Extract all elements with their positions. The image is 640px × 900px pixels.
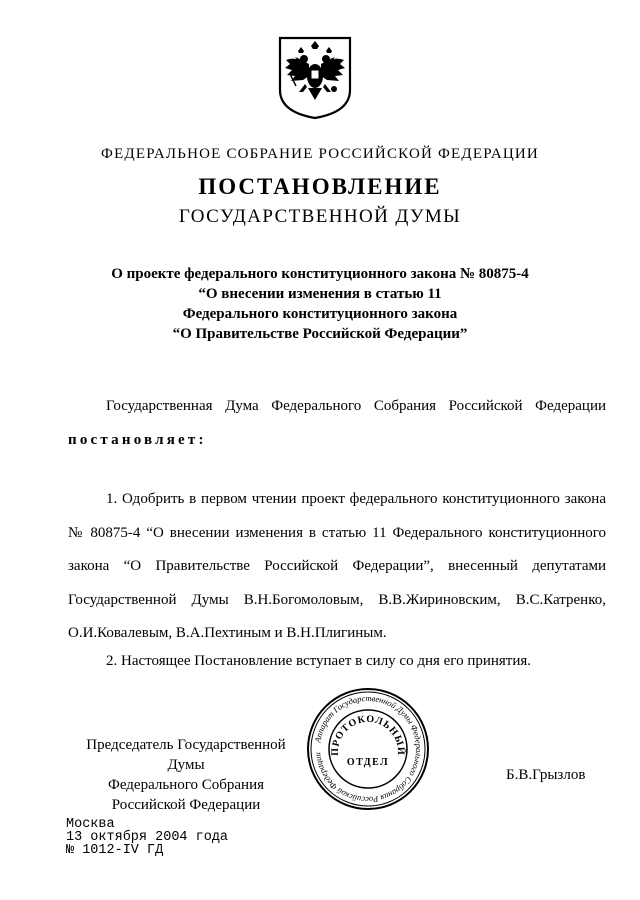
resolves-word: постановляет: — [68, 432, 207, 448]
preamble-text: Государственная Дума Федерального Собрания Российской Федерации — [106, 398, 606, 414]
round-seal-icon — [305, 686, 431, 812]
coat-of-arms-emblem — [274, 34, 356, 120]
subject-line: “О внесении изменения в статью 11 — [198, 286, 442, 302]
resolution-paragraph-1: 1. Одобрить в первом чтении проект федерального конституционного закона № 80875-4 “О внесении изменения в статью 11 Федерального конституционного закона “О Правительстве Российской Федерации”, внесенный депутатами Государственной Думы В.Н.Богомоловым, В.В.Жириновским, В.С.Катренко, О.И.Ковалевым, В.А.Пехтиным и В.Н.Плигиным. — [68, 491, 606, 641]
document-issuer-title: ГОСУДАРСТВЕННОЙ ДУМЫ — [178, 206, 462, 227]
double-headed-eagle-icon — [274, 34, 356, 120]
document-number: № 1012-IV ГД — [66, 843, 164, 858]
svg-text:ОТДЕЛ: ОТДЕЛ — [346, 757, 390, 768]
svg-text:ПРОТОКОЛЬНЫЙ: ПРОТОКОЛЬНЫЙ — [329, 713, 407, 756]
signatory-name: Б.В.Грызлов — [506, 767, 586, 783]
signatory-position-line: Федерального Собрания — [107, 777, 265, 793]
subject-line: Федерального конституционного закона — [182, 306, 458, 322]
organization-title: ФЕДЕРАЛЬНОЕ СОБРАНИЕ РОССИЙСКОЙ ФЕДЕРАЦИИ — [101, 146, 539, 162]
signatory-position-line: Российской Федерации — [111, 797, 261, 813]
signatory-position — [66, 735, 306, 815]
official-stamp — [305, 686, 431, 812]
subject-line: “О Правительстве Российской Федерации” — [172, 326, 468, 342]
signatory-position-line: Председатель Государственной Думы — [86, 737, 286, 773]
document-type-title: ПОСТАНОВЛЕНИЕ — [198, 174, 442, 199]
issue-date: 13 октября 2004 года — [66, 830, 229, 845]
issue-city: Москва — [66, 817, 115, 832]
resolution-paragraph-2: 2. Настоящее Постановление вступает в силу со дня его принятия. — [106, 653, 532, 669]
svg-text:Аппарат Государственной Думы Ф: Аппарат Государственной Думы Федерального Собрания Российской Федерации — [312, 692, 425, 806]
document-footer — [66, 818, 228, 857]
subject-line: О проекте федерального конституционного закона № 80875-4 — [111, 266, 529, 282]
document-subject — [0, 264, 640, 344]
